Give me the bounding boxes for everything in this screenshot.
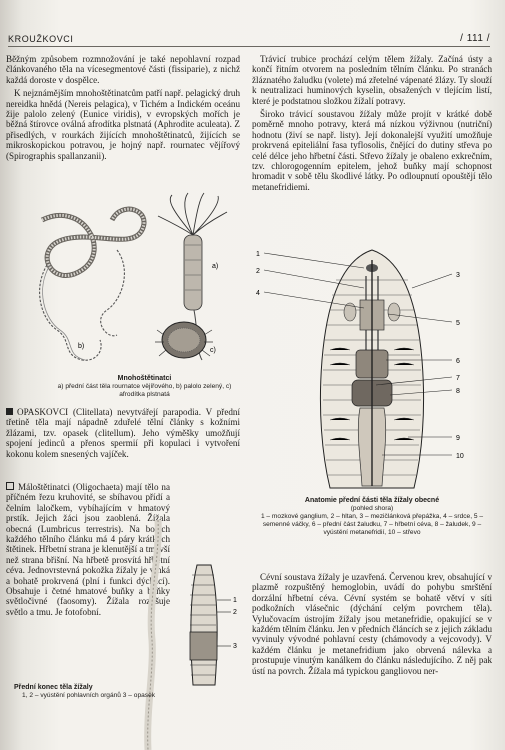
- figure1-caption: [52, 375, 237, 399]
- earthworm-anatomy-illustration: [252, 240, 492, 490]
- figure1-legend: a) přední část těla rournatce vějířového, b) palolo zelený, c) afrodítka plstnatá: [57, 383, 232, 398]
- figure1-title: Mnohoštětinatci: [117, 375, 172, 382]
- figure2-subtitle: (pohled shora): [350, 505, 394, 512]
- fig3-label-1: 1: [233, 597, 237, 604]
- fig2-label-4: 4: [256, 290, 260, 297]
- section-title: KROUŽKOVCI: [8, 34, 74, 44]
- paragraph: K nejznámějším mnohoštětinatcům patří např. pelagický druh nereidka hnědá (Nereis pelagica), v Tichém a Indickém oceánu žije palolo zelený (Eunice viridis), v evropských mořích je běžná štírovce oválná afrodítka plstnatá (Aphrodite aculeata). Z přisedlých, v rourkách žijících mnohoštětinatců, žijících se mikroskopickou potravou, je hojný např. rournatec vějířový (Spirographis spallanzanii).: [6, 88, 240, 161]
- sea-mouse-drawing: [155, 322, 213, 358]
- paragraph-maloštětinatci: Máloštětinatci (Oligochaeta) mají tělo na příčném řezu kruhovité, se sbíhavou přídí a čelním laločkem, vybíhajícím v hmatový prstík. Jejich žáci jsou zaoblená. Žížala obecná (Lumbricus terrestris). Na bocích každého tělního článku má 4 páry krátkých štětinek. Hřbetní strana je klenutější a tmavší než strana břišní. Na hřbetě prosvítá hřbetní céva. Jednovrstevná pokožka žížaly je vlhká a bohatě prokrvená (plní i funkci dýchací). Obsahuje i četné hmatové buňky a buňky světločivné (faosomy). Žížala rozlišuje světlo a tmu. Je fotofobní.: [6, 482, 170, 617]
- earthworm-front-illustration: [175, 560, 245, 690]
- right-column-bottom: [252, 572, 492, 679]
- fig2-label-2: 2: [256, 268, 260, 275]
- subsection-bullet-icon: [6, 482, 14, 490]
- fig2-label-5: 5: [456, 320, 460, 327]
- fig2-label-6: 6: [456, 358, 460, 365]
- paragraph-opaskovci: OPASKOVCI (Clitellata) nevytvářejí parapodia. V přední třetině těla mají nápadně zduřelé tělní články s kožními žlázami, tzv. opasek (clitellum). Jeho výměšky umožňují spojení jedinců a přenos spermií při kopulaci i vytvoření kokonu kolem snesených vajíček.: [6, 407, 240, 459]
- fig2-label-1: 1: [256, 251, 260, 258]
- left-column-top: [6, 54, 240, 164]
- fig1-label-b: b): [78, 343, 85, 350]
- paragraph: Trávicí trubice prochází celým tělem žížaly. Začíná ústy a končí řitním otvorem na posledním tělním článku. Po stranách žláznatého žaludku (volete) má zřetelné vápenaté žlázy. Ty slouží k neutralizaci huminových kyselin, obsažených v tlejícím listí, které je podstatnou složkou žížalí potravy.: [252, 54, 492, 106]
- polychaete-illustration: [22, 190, 234, 370]
- paragraph-cevni-soustava: Cévní soustava žížaly je uzavřená. Červenou krev, obsahující v plazmě rozpuštěný hemoglobin, uvádí do pohybu smrštění dorzální hřbetní céva. Cévní systém se bohatě větví v síti podkožních vlásečnic (dýchání celým povrchem těla). Vylučovacím ústrojím žížaly jsou metanefridie, opakující se v každém tělním článku. Jen v předních článcích se z jejich základu vyvinuly vývodné pohlavní cesty (chámovody a vejcovody). V každém článku je metanefridium jako obrvená nálevka a prostupuje vinutým kanálkem do článku následujícího. Z něj pak ústí na povrch. Žížala má typickou gangliovou ner-: [252, 572, 492, 676]
- palolo-worm-drawing: [40, 209, 144, 360]
- left-column-middle: [6, 407, 240, 462]
- figure2-title: Anatomie přední části těla žížaly obecné: [304, 497, 440, 504]
- fig2-label-3: 3: [456, 272, 460, 279]
- fig2-label-10: 10: [456, 453, 464, 460]
- figure2-caption: [252, 497, 492, 537]
- running-header: [8, 28, 490, 47]
- fig3-label-3: 3: [233, 643, 237, 650]
- page-number: / 111 /: [460, 33, 490, 44]
- figure3-title: Přední konec těla žížaly: [14, 684, 93, 691]
- fig1-label-a: a): [212, 263, 219, 270]
- right-column-top: [252, 54, 492, 195]
- fig3-label-2: 2: [233, 609, 237, 616]
- section-bullet-icon: [6, 408, 13, 415]
- figure3-legend: 1, 2 – vyústění pohlavních orgánů 3 – opasek: [22, 692, 156, 699]
- figure2-legend: 1 – mozkové ganglium, 2 – hltan, 3 – mezičlánková přepážka, 4 – srdce, 5 – semenné váčky, 6 – přední část žaludku, 7 – hřbetní céva, 8 – žaludek, 9 – vyústění metanefridií, 10 – střevo: [260, 513, 484, 536]
- bookmark-ribbon: [118, 520, 178, 750]
- fig2-label-9: 9: [456, 435, 460, 442]
- fig2-label-8: 8: [456, 388, 460, 395]
- fig2-label-7: 7: [456, 375, 460, 382]
- fig1-label-c: c): [210, 347, 216, 354]
- figure3-caption: [14, 684, 164, 700]
- paragraph: Široko trávicí soustavou žížaly může projít v krátké době poměrně mnoho potravy, která má nízkou výživnou (nutriční) hodnotu (živí se např. listy). Její dokonalejší využití umožňuje prokrvená epiteliální řasa tyflosolis, čnějící do dutiny střeva po celé délce jeho hřbetní části. Střevo žížaly je obaleno exkrečním, tzv. chlorogogenním epitelem, jehož buňky mají schopnost hromadit v sobě tělu škodlivé látky. Po odloupnutí opouštějí tělo metanefridiemi.: [252, 109, 492, 192]
- paragraph: Běžným způsobem rozmnožování je také nepohlavní rozpad článkovaného těla na vícesegmentové části (fissiparie), z nichž každá doroste v dospělce.: [6, 54, 240, 85]
